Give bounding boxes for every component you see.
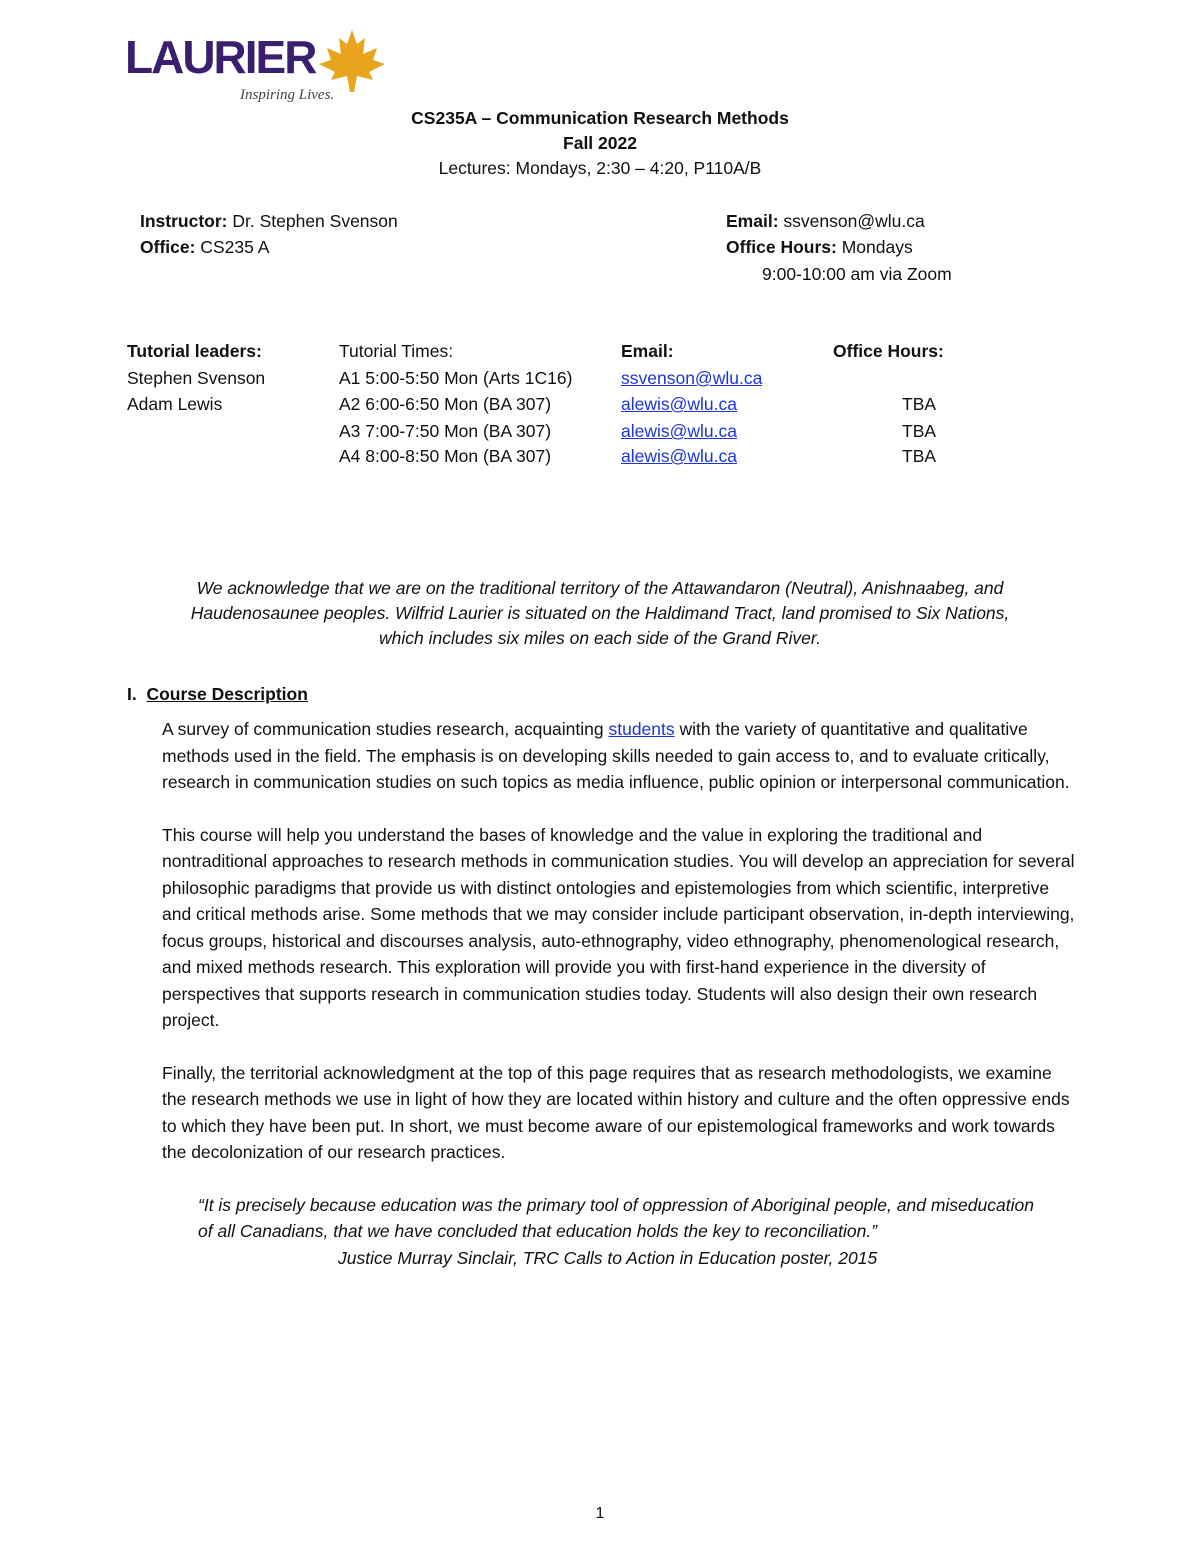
header-email: Email: <box>621 341 674 361</box>
ack-line: We acknowledge that we are on the traditional territory of the Attawandaron (Neutral), Anishnaabeg, and <box>196 578 1004 598</box>
instructor-line <box>140 208 398 234</box>
description-paragraph-1 <box>162 716 1077 796</box>
tutorial-time: A4 8:00-8:50 Mon (BA 307) <box>339 446 552 466</box>
logo-tagline: Inspiring Lives. <box>240 87 335 103</box>
tutorial-leader: Stephen Svenson <box>127 368 266 388</box>
logo-wordmark: LAURIER <box>125 31 316 83</box>
email-value: ssvenson@wlu.ca <box>778 211 925 231</box>
tutorial-time: A2 6:00-6:50 Mon (BA 307) <box>339 394 552 414</box>
tutorial-email-link[interactable]: alewis@wlu.ca <box>621 394 737 414</box>
tutorial-leader: Adam Lewis <box>127 394 223 414</box>
office-line <box>140 234 269 260</box>
section-title: Course Description <box>146 684 308 704</box>
header-times: Tutorial Times: <box>339 341 454 361</box>
description-paragraph-2: This course will help you understand the bases of knowledge and the value in exploring the traditional and nontraditional approaches to research methods in communication studies. You will develop an appreciation for several philosophic paradigms that provide us with distinct ontologies and epistemologies from which scientific, interpretive and critical methods arise. Some methods that we may consider include participant observation, in-depth interviewing, focus groups, historical and discourses analysis, auto-ethnography, video ethnography, phenomenological research, and mixed methods research. This exploration will provide you with first-hand experience in the diversity of perspectives that supports research in communication studies today. Students will also design their own research project. <box>162 824 1075 1030</box>
tutorial-time: A3 7:00-7:50 Mon (BA 307) <box>339 421 552 441</box>
tutorial-email-link[interactable]: ssvenson@wlu.ca <box>621 368 763 388</box>
description-paragraph-3: Finally, the territorial acknowledgment at the top of this page requires that as research methodologists, we examine the research methods we use in light of how they are located within history and culture and the often oppressive ends to which they have been put. In short, we must become aware of our epistemological frameworks and work towards the decolonization of our research practices. <box>162 1062 1070 1162</box>
text: A survey of communication studies research, acquainting <box>162 719 609 739</box>
instructor-name: Dr. Stephen Svenson <box>227 211 398 231</box>
quote-text: “It is precisely because education was the primary tool of oppression of Aboriginal people, and miseducation of all Canadians, that we have concluded that education holds the key to reconciliation.” <box>198 1194 1034 1241</box>
email-line <box>726 208 925 234</box>
office-label: Office: <box>140 237 196 257</box>
tutorial-email-link[interactable]: alewis@wlu.ca <box>621 421 737 441</box>
laurier-logo <box>125 28 385 108</box>
header-leaders: Tutorial leaders: <box>127 341 262 361</box>
tutorial-email-link[interactable]: alewis@wlu.ca <box>621 446 737 466</box>
tutorial-hours: TBA <box>902 394 937 414</box>
course-description-body <box>162 716 1077 1271</box>
tutorial-hours: TBA <box>902 446 937 466</box>
ack-line: which includes six miles on each side of the Grand River. <box>379 628 821 648</box>
email-label: Email: <box>726 211 779 231</box>
office-hours-detail: 9:00-10:00 am via Zoom <box>762 264 952 284</box>
instructor-label: Instructor: <box>140 211 228 231</box>
section-heading <box>127 681 308 707</box>
lecture-times: Lectures: Mondays, 2:30 – 4:20, P110A/B <box>438 158 762 178</box>
ack-line: Haudenosaunee peoples. Wilfrid Laurier is situated on the Haldimand Tract, land promised to Six Nations, <box>190 603 1010 623</box>
office-value: CS235 A <box>195 237 270 257</box>
tutorial-time: A1 5:00-5:50 Mon (Arts 1C16) <box>339 368 573 388</box>
maple-leaf-icon <box>317 28 387 94</box>
text: with the variety of quantitative and qualitative methods used in the field. The emphasis is on developing skills needed to gain access to, and to evaluate critically, research in communication studies on such topics as media influence, public opinion or interpersonal communication. <box>162 719 1070 792</box>
section-number: I. <box>127 684 137 704</box>
office-hours-line <box>726 234 913 260</box>
course-term: Fall 2022 <box>563 133 637 153</box>
header-hours: Office Hours: <box>833 341 944 361</box>
office-hours-label: Office Hours: <box>726 237 837 257</box>
tutorial-hours: TBA <box>902 421 937 441</box>
quote-attribution: Justice Murray Sinclair, TRC Calls to Action in Education poster, 2015 <box>338 1247 878 1268</box>
office-hours-value: Mondays <box>836 237 913 257</box>
students-link[interactable]: students <box>608 719 675 739</box>
page-number: 1 <box>595 1505 605 1522</box>
course-title: CS235A – Communication Research Methods <box>411 108 789 128</box>
